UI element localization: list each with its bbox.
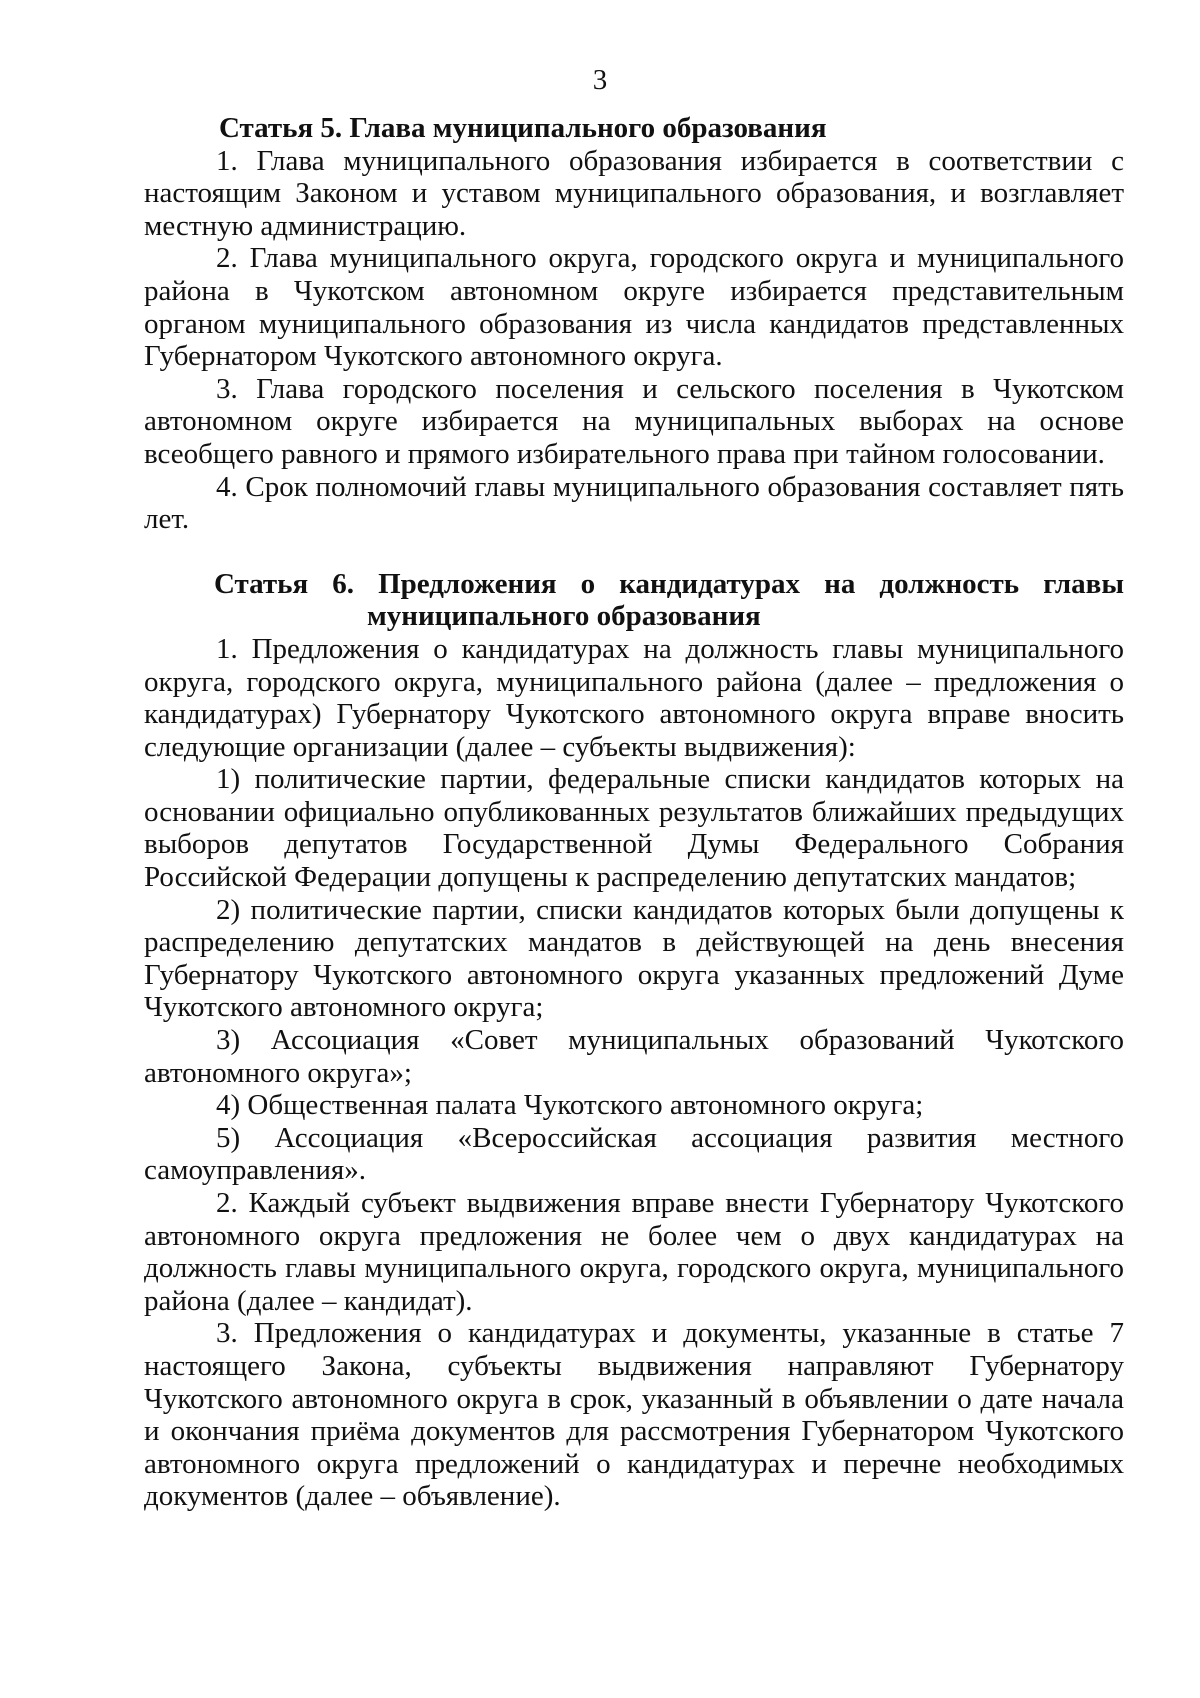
article-5-paragraph-2: 2. Глава муниципального округа, городского округа и муниципального района в Чукотском автономном округе избирается представительным органом муниципального образования из числа кандидатов представленных Губернатором Чукотского автономного округа. <box>144 242 1124 373</box>
article-6 <box>144 568 1124 1513</box>
article-5-paragraph-4: 4. Срок полномочий главы муниципального образования составляет пять лет. <box>144 470 1124 536</box>
article-6-heading-line-2: муниципального образования <box>367 600 761 633</box>
article-6-paragraph-1: 1. Предложения о кандидатурах на должность главы муниципального округа, городского округа, муниципального района (далее – предложения о кандидатурах) Губернатору Чукотского автономного округа вправе вносить следующие организации (далее – субъекты выдвижения): <box>144 632 1124 763</box>
article-5-paragraph-3: 3. Глава городского поселения и сельского поселения в Чукотском автономном округе избирается на муниципальных выборах на основе всеобщего равного и прямого избирательного права при тайном голосовании. <box>144 372 1124 470</box>
article-6-heading <box>144 568 1124 633</box>
article-5-heading: Статья 5. Глава муниципального образования <box>219 112 827 144</box>
article-6-paragraph-2: 2. Каждый субъект выдвижения вправе внести Губернатору Чукотского автономного округа предложения не более чем о двух кандидатурах на должность главы муниципального округа, городского округа, муниципального района (далее – кандидат). <box>144 1187 1124 1317</box>
article-6-item-5: 5) Ассоциация «Всероссийская ассоциация развития местного самоуправления». <box>144 1121 1124 1187</box>
article-6-item-1: 1) политические партии, федеральные списки кандидатов которых на основании официально опубликованных результатов ближайших предыдущих выборов депутатов Государственной Думы Федерального Собрания Российской Федерации допущены к распределению депутатских мандатов; <box>144 763 1124 894</box>
article-6-item-4: 4) Общественная палата Чукотского автономного округа; <box>216 1089 924 1122</box>
article-5-paragraph-1: 1. Глава муниципального образования избирается в соответствии с настоящим Законом и уставом муниципального образования, и возглавляет местную администрацию. <box>144 144 1124 242</box>
article-5 <box>144 112 1124 536</box>
article-6-paragraph-3: 3. Предложения о кандидатурах и документы, указанные в статье 7 настоящего Закона, субъекты выдвижения направляют Губернатору Чукотского автономного округа в срок, указанный в объявлении о дате начала и окончания приёма документов для рассмотрения Губернатором Чукотского автономного округа предложений о кандидатурах и перечне необходимых документов (далее – объявление). <box>144 1317 1124 1513</box>
article-6-item-2: 2) политические партии, списки кандидатов которых были допущены к распределению депутатских мандатов в действующей на день внесения Губернатору Чукотского автономного округа указанных предложений Думе Чукотского автономного округа; <box>144 893 1124 1024</box>
article-6-heading-line-1: Статья 6. Предложения о кандидатурах на должность главы <box>214 567 1124 600</box>
document-body <box>144 112 1124 1513</box>
article-6-item-3: 3) Ассоциация «Совет муниципальных образований Чукотского автономного округа»; <box>144 1024 1124 1089</box>
page-number: 3 <box>592 64 608 96</box>
